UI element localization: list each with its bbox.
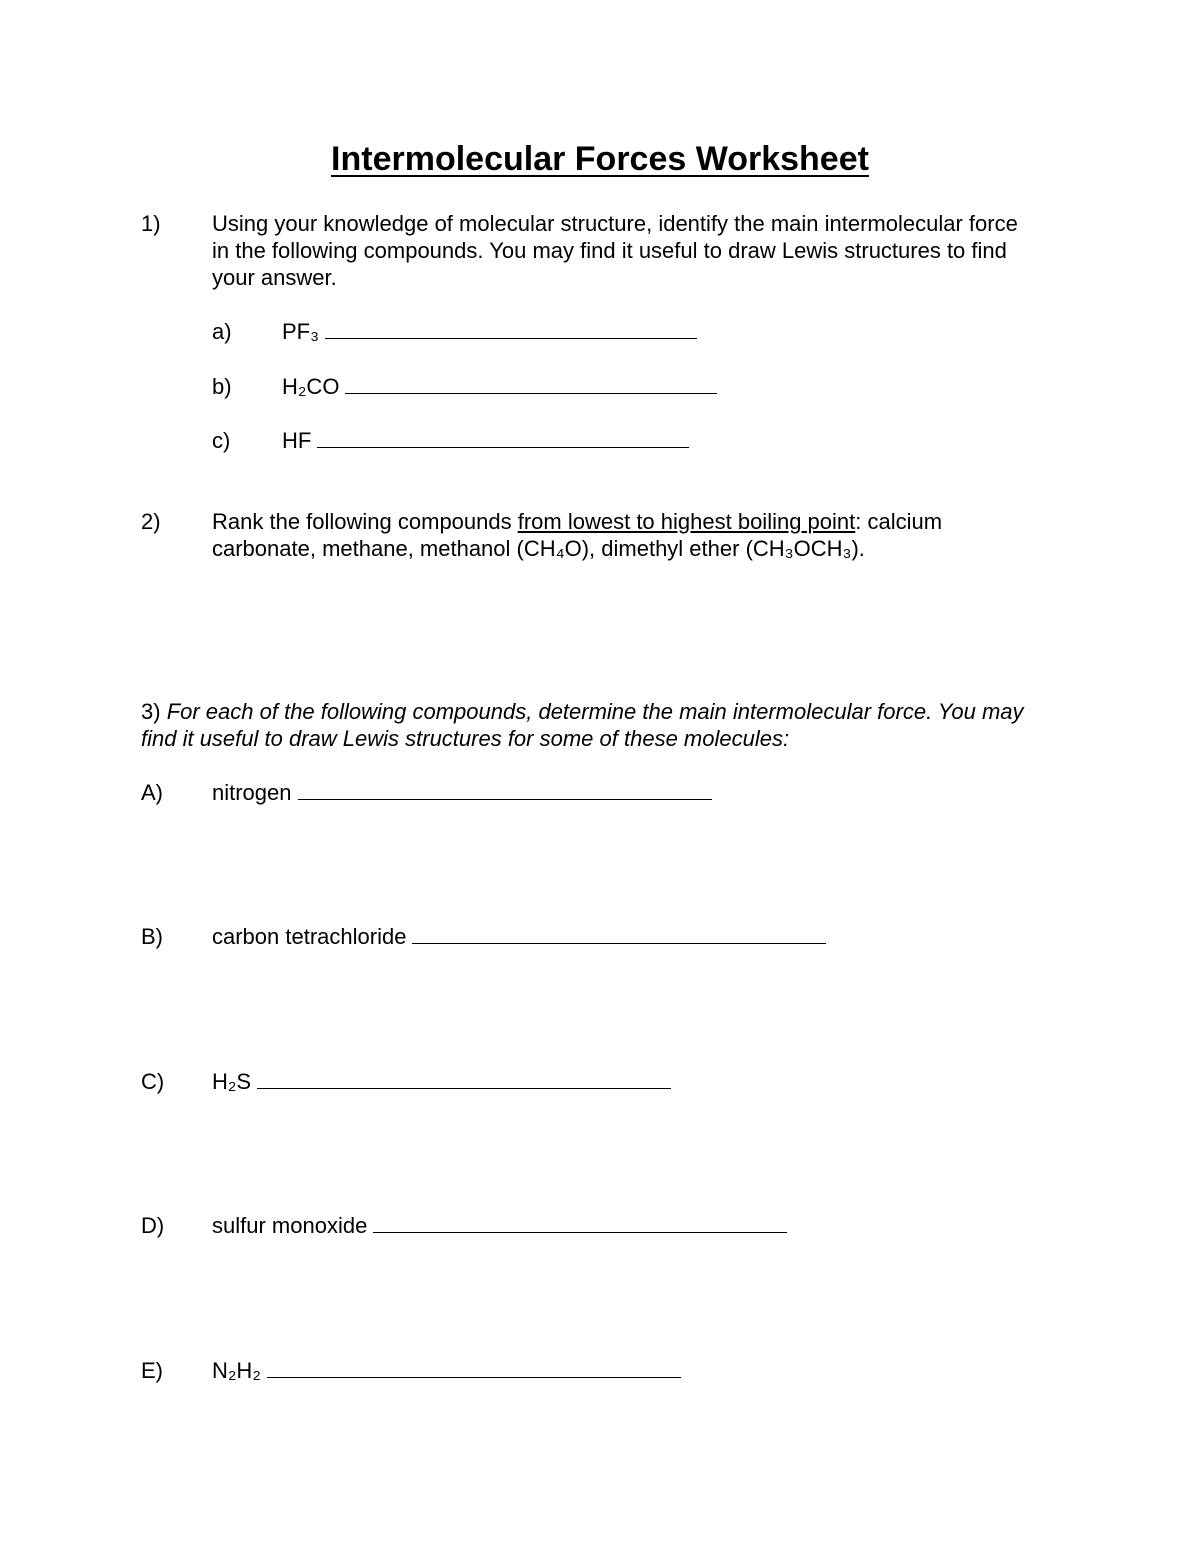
answer-blank-3d[interactable] bbox=[373, 1214, 787, 1233]
question-3d-label: D) bbox=[141, 1213, 165, 1238]
question-2-number: 2) bbox=[141, 509, 161, 534]
question-1b-item bbox=[282, 373, 717, 400]
question-1b-label: b) bbox=[212, 374, 232, 399]
question-3e-item bbox=[212, 1357, 681, 1384]
question-3c-item bbox=[212, 1068, 671, 1095]
question-3a-name: nitrogen bbox=[212, 780, 292, 805]
question-3b-name: carbon tetrachloride bbox=[212, 924, 407, 949]
question-3d-name: sulfur monoxide bbox=[212, 1213, 368, 1238]
question-2-text-underlined: from lowest to highest boiling point bbox=[517, 509, 856, 534]
question-2-text bbox=[212, 508, 1012, 562]
question-3b-item bbox=[212, 923, 826, 950]
answer-blank-1b[interactable] bbox=[345, 375, 717, 394]
answer-blank-3e[interactable] bbox=[267, 1359, 681, 1378]
question-3-number: 3) bbox=[141, 699, 161, 724]
page-title: Intermolecular Forces Worksheet bbox=[331, 140, 869, 178]
question-3e-label: E) bbox=[141, 1358, 163, 1383]
question-3a-label: A) bbox=[141, 780, 163, 805]
question-1-number: 1) bbox=[141, 211, 161, 236]
question-1c-formula: HF bbox=[282, 428, 312, 453]
answer-blank-3b[interactable] bbox=[412, 925, 826, 944]
question-1c-item bbox=[282, 427, 689, 454]
question-1c-label: c) bbox=[212, 428, 231, 453]
answer-blank-1c[interactable] bbox=[317, 429, 689, 448]
question-3c-label: C) bbox=[141, 1069, 165, 1094]
question-3-text: For each of the following compounds, determine the main intermolecular force. You may find it useful to draw Lewis structures for some of these molecules: bbox=[141, 699, 1024, 751]
question-1-text: Using your knowledge of molecular structure, identify the main intermolecular force in the following compounds. You may find it useful to draw Lewis structures to find your answer. bbox=[212, 211, 1018, 290]
question-1a-item bbox=[282, 318, 697, 345]
question-2-text-after: : calcium carbonate, methane, methanol (CH₄O), dimethyl ether (CH₃OCH₃). bbox=[212, 509, 943, 561]
question-1a-label: a) bbox=[212, 319, 232, 344]
question-3b-label: B) bbox=[141, 924, 163, 949]
answer-blank-3a[interactable] bbox=[298, 781, 712, 800]
question-3d-item bbox=[212, 1212, 787, 1239]
question-3-text-block bbox=[141, 698, 1061, 752]
answer-blank-1a[interactable] bbox=[325, 320, 697, 339]
question-1a-formula: PF₃ bbox=[282, 319, 320, 344]
question-1b-formula: H₂CO bbox=[282, 374, 340, 399]
question-3a-item bbox=[212, 779, 712, 806]
question-3c-name: H₂S bbox=[212, 1069, 252, 1094]
answer-blank-3c[interactable] bbox=[257, 1070, 671, 1089]
question-3e-name: N₂H₂ bbox=[212, 1358, 261, 1383]
question-2-text-before: Rank the following compounds bbox=[212, 509, 518, 534]
